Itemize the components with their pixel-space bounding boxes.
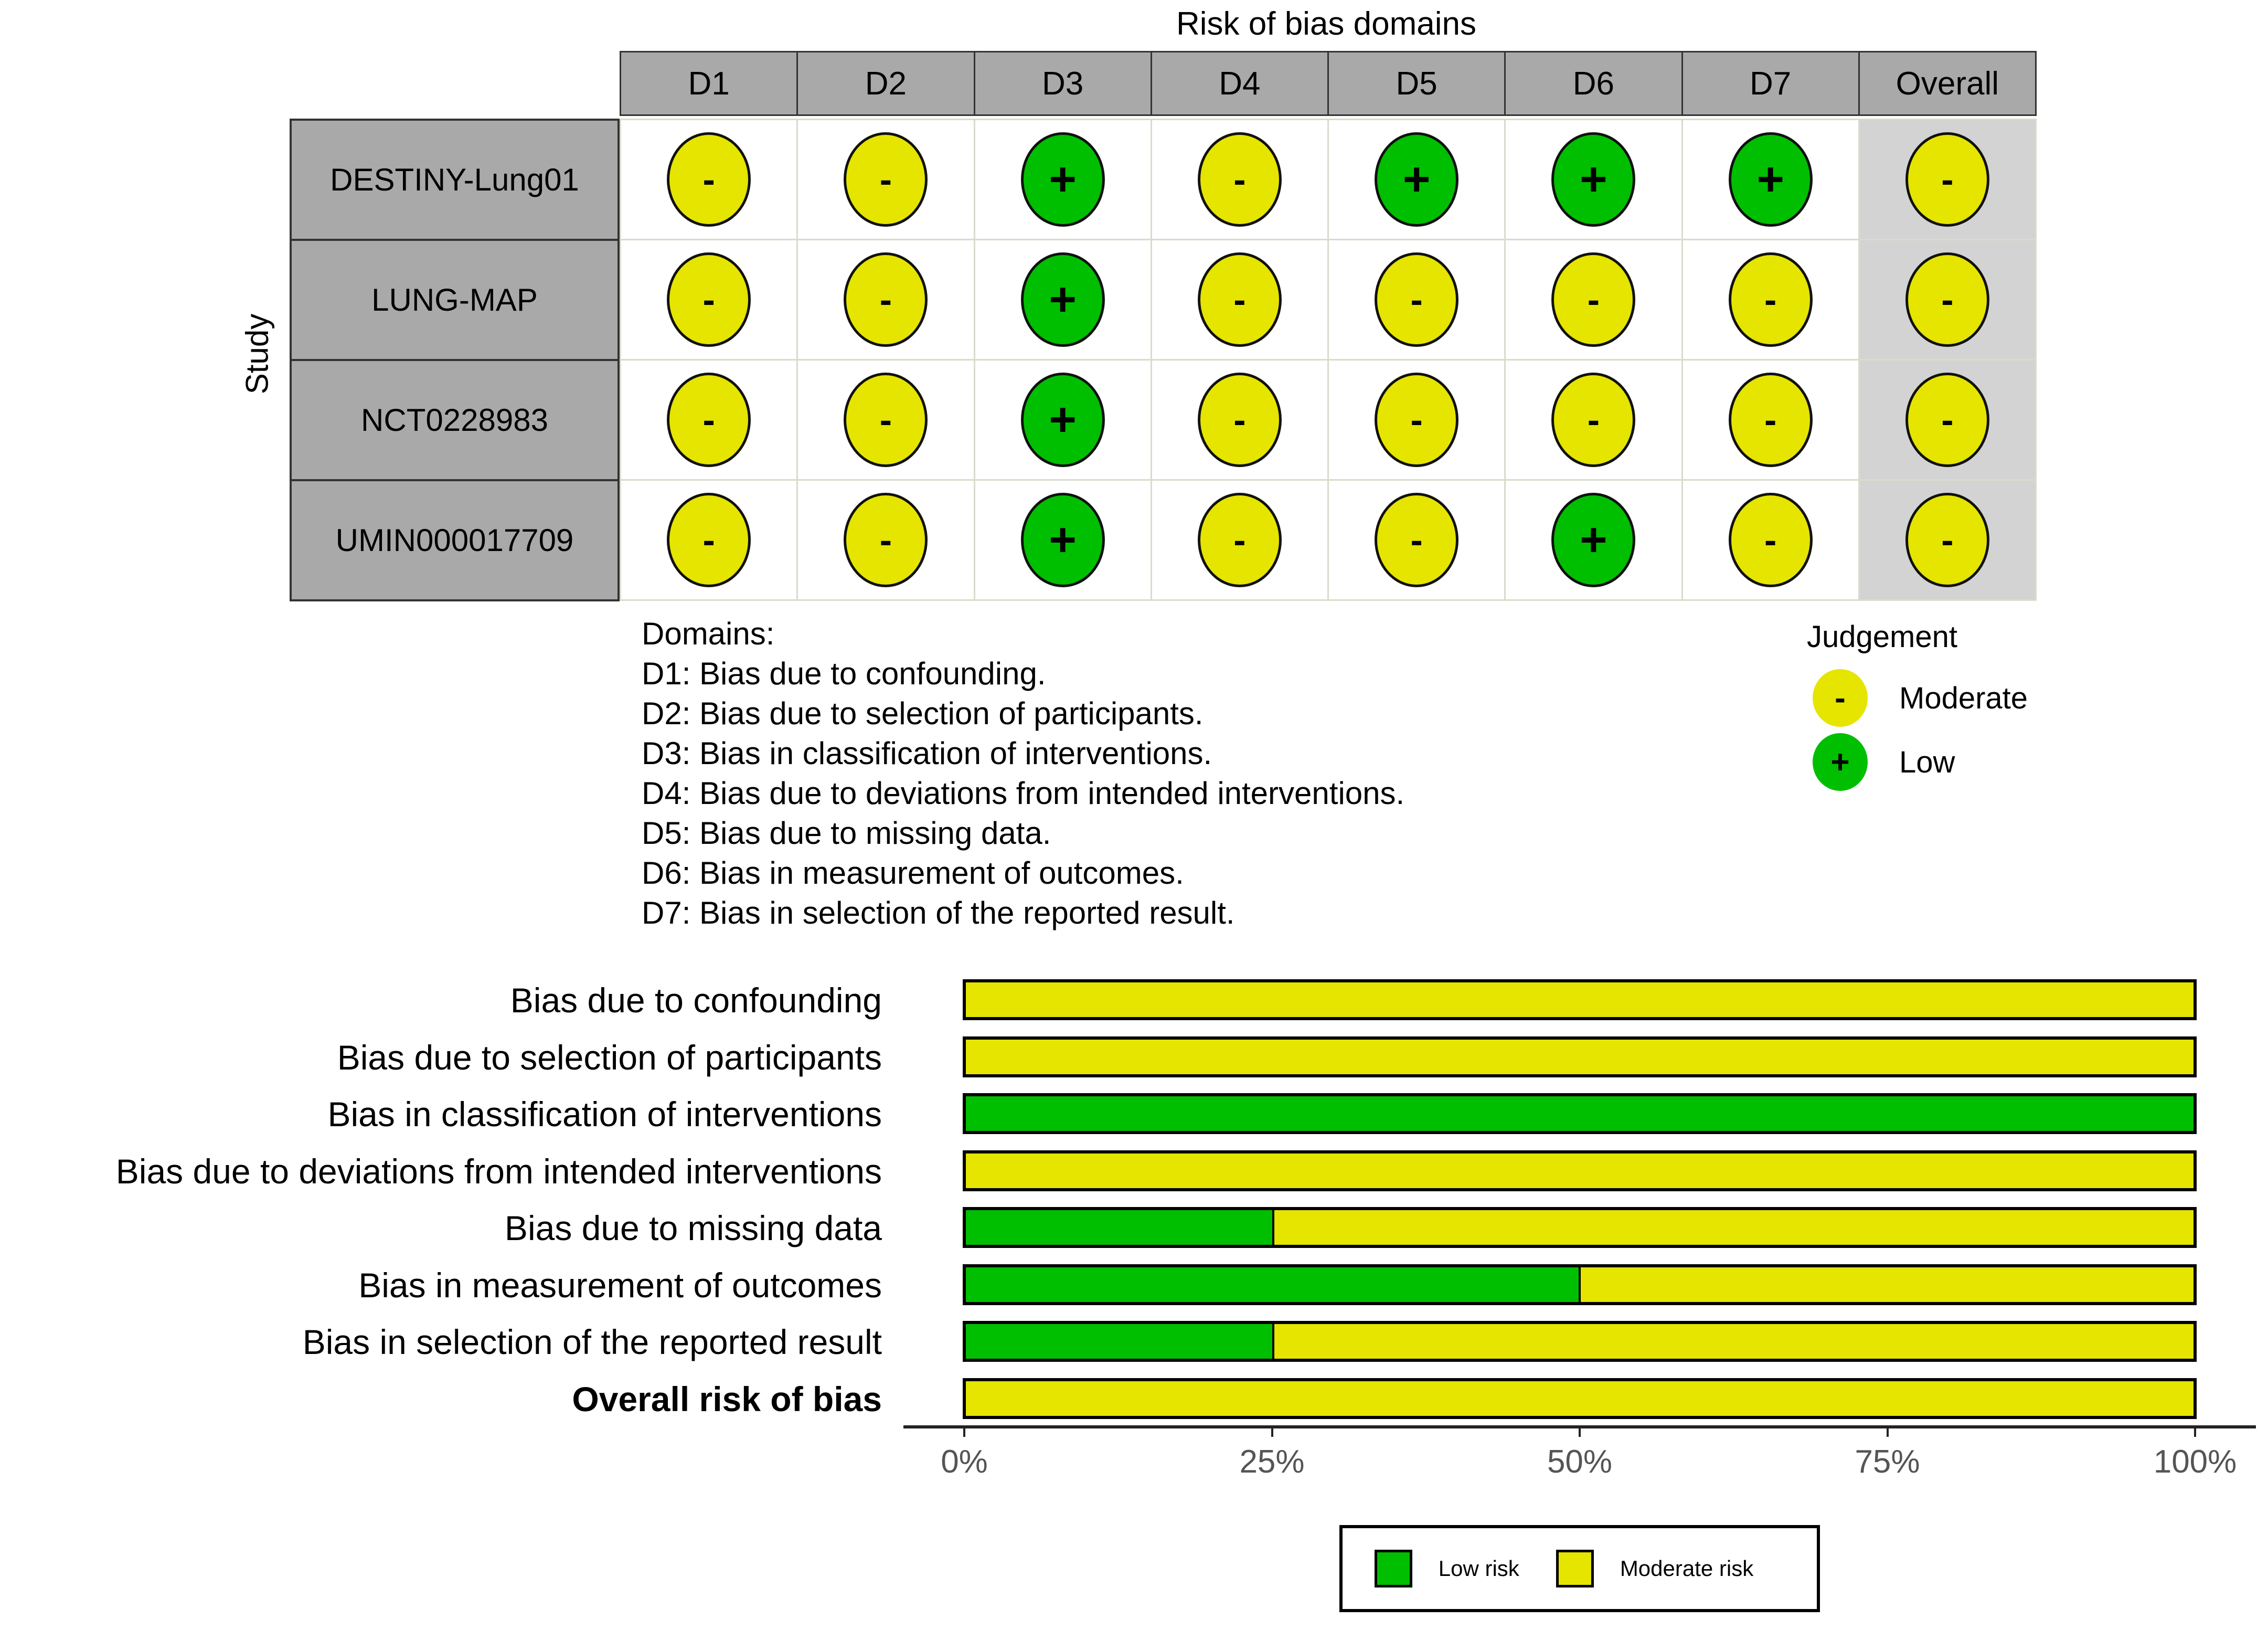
bar-segment-low	[966, 1096, 2194, 1131]
bar-segment-moderate	[1579, 1267, 2194, 1302]
stacked-bar	[963, 1150, 2197, 1191]
x-axis-tick-label: 75%	[1855, 1444, 1920, 1480]
low-risk-plus-icon: +	[1021, 373, 1105, 467]
legend-swatch-low	[1375, 1550, 1412, 1587]
bar-segment-moderate	[966, 982, 2194, 1017]
judgement-cell	[1504, 119, 1683, 240]
stacked-bar	[963, 1207, 2197, 1248]
moderate-risk-minus-icon: -	[1905, 373, 1989, 467]
moderate-risk-minus-icon: -	[1551, 252, 1635, 347]
x-axis-tick-label: 100%	[2153, 1444, 2237, 1480]
bar-category-label: Bias in classification of interventions	[327, 1095, 882, 1134]
domain-definition: D2: Bias due to selection of participants.	[642, 696, 1204, 731]
bar-segment-moderate	[966, 1381, 2194, 1416]
plus-icon: +	[1813, 733, 1868, 791]
moderate-risk-minus-icon: -	[667, 493, 751, 587]
column-header-d2: D2	[796, 51, 975, 116]
judgement-cell	[1681, 479, 1860, 601]
moderate-risk-minus-icon: -	[844, 373, 928, 467]
bar-segment-moderate	[1272, 1210, 2194, 1245]
judgement-cell	[1327, 239, 1506, 361]
bar-chart-legend	[1339, 1525, 1820, 1612]
judgement-legend-title: Judgement	[1807, 620, 1957, 654]
moderate-risk-minus-icon: -	[844, 493, 928, 587]
judgement-cell	[1858, 479, 2037, 601]
judgement-cell	[796, 119, 975, 240]
bar-category-label: Bias due to confounding	[510, 981, 882, 1020]
moderate-risk-minus-icon: -	[1375, 252, 1458, 347]
moderate-risk-minus-icon: -	[1729, 252, 1813, 347]
low-risk-plus-icon: +	[1021, 132, 1105, 227]
stacked-bar	[963, 1321, 2197, 1362]
moderate-risk-minus-icon: -	[1198, 132, 1282, 227]
moderate-risk-minus-icon: -	[1905, 252, 1989, 347]
bar-segment-low	[966, 1324, 1272, 1359]
judgement-cell	[620, 479, 798, 601]
stacked-bar	[963, 1378, 2197, 1419]
bar-segment-low	[966, 1267, 1579, 1302]
column-header-d5: D5	[1327, 51, 1506, 116]
low-risk-plus-icon: +	[1021, 252, 1105, 347]
study-label: DESTINY-Lung01	[290, 119, 620, 241]
moderate-risk-minus-icon: -	[1375, 373, 1458, 467]
x-axis-tick	[2194, 1427, 2196, 1437]
bar-segment-moderate	[1272, 1324, 2194, 1359]
column-header-overall: Overall	[1858, 51, 2037, 116]
low-risk-plus-icon: +	[1551, 132, 1635, 227]
judgement-cell	[974, 119, 1152, 240]
x-axis-tick	[1579, 1427, 1581, 1437]
domain-definition: D6: Bias in measurement of outcomes.	[642, 855, 1184, 891]
stacked-bar	[963, 1093, 2197, 1134]
legend-swatch-moderate	[1556, 1550, 1594, 1587]
judgement-legend-label: Low	[1899, 745, 1955, 779]
judgement-cell	[1151, 119, 1329, 240]
study-label: LUNG-MAP	[290, 239, 620, 361]
domains-heading: Domains:	[642, 616, 775, 651]
judgement-cell	[1327, 479, 1506, 601]
moderate-risk-minus-icon: -	[844, 252, 928, 347]
chart-title: Risk of bias domains	[1176, 6, 1477, 42]
bar-segment-moderate	[966, 1040, 2194, 1074]
judgement-cell	[796, 479, 975, 601]
judgement-cell	[1504, 479, 1683, 601]
x-axis-tick-label: 0%	[941, 1444, 988, 1480]
moderate-risk-minus-icon: -	[667, 373, 751, 467]
x-axis-tick-label: 50%	[1547, 1444, 1613, 1480]
judgement-cell	[1681, 239, 1860, 361]
judgement-cell	[1858, 239, 2037, 361]
moderate-risk-minus-icon: -	[1551, 373, 1635, 467]
moderate-risk-minus-icon: -	[1198, 373, 1282, 467]
minus-icon: -	[1813, 669, 1868, 727]
low-risk-plus-icon: +	[1375, 132, 1458, 227]
domain-definition: D5: Bias due to missing data.	[642, 816, 1051, 851]
x-axis-tick	[963, 1427, 965, 1437]
moderate-risk-minus-icon: -	[1375, 493, 1458, 587]
stacked-bar	[963, 1264, 2197, 1305]
domains-list	[642, 654, 1404, 933]
low-risk-plus-icon: +	[1729, 132, 1813, 227]
legend-label: Low risk	[1438, 1556, 1519, 1581]
bar-category-label: Overall risk of bias	[572, 1379, 882, 1419]
moderate-risk-minus-icon: -	[1905, 493, 1989, 587]
domain-definition: D1: Bias due to confounding.	[642, 656, 1046, 691]
domain-definition: D4: Bias due to deviations from intended interventions.	[642, 776, 1405, 811]
judgement-cell	[1858, 119, 2037, 240]
bar-segment-moderate	[966, 1153, 2194, 1188]
judgement-cell	[620, 359, 798, 481]
moderate-risk-minus-icon: -	[667, 132, 751, 227]
judgement-legend-label: Moderate	[1899, 681, 2028, 715]
judgement-cell	[1504, 239, 1683, 361]
judgement-cell	[796, 359, 975, 481]
x-axis-tick-label: 25%	[1239, 1444, 1305, 1480]
judgement-cell	[1681, 119, 1860, 240]
study-label: NCT0228983	[290, 359, 620, 481]
judgement-legend-item-low	[1813, 733, 1955, 791]
judgement-cell	[796, 239, 975, 361]
moderate-risk-minus-icon: -	[1198, 252, 1282, 347]
y-axis-label: Study	[239, 313, 275, 395]
domain-definition: D7: Bias in selection of the reported result.	[642, 895, 1235, 930]
bar-category-label: Bias due to missing data	[504, 1209, 882, 1247]
x-axis-tick	[1887, 1427, 1889, 1437]
judgement-cell	[1681, 359, 1860, 481]
bar-category-label: Bias due to deviations from intended interventions	[115, 1151, 882, 1191]
bar-category-label: Bias due to selection of participants	[337, 1038, 882, 1077]
column-header-d6: D6	[1504, 51, 1683, 116]
low-risk-plus-icon: +	[1551, 493, 1635, 587]
column-header-d4: D4	[1151, 51, 1329, 116]
low-risk-plus-icon: +	[1021, 493, 1105, 587]
stacked-bar	[963, 1036, 2197, 1077]
moderate-risk-minus-icon: -	[1905, 132, 1989, 227]
moderate-risk-minus-icon: -	[844, 132, 928, 227]
legend-label: Moderate risk	[1620, 1556, 1754, 1581]
bar-category-label: Bias in measurement of outcomes	[358, 1265, 882, 1305]
judgement-cell	[1151, 479, 1329, 601]
judgement-cell	[1504, 359, 1683, 481]
bar-segment-low	[966, 1210, 1272, 1245]
column-header-d7: D7	[1681, 51, 1860, 116]
column-header-d3: D3	[974, 51, 1152, 116]
judgement-cell	[1151, 239, 1329, 361]
judgement-cell	[974, 359, 1152, 481]
moderate-risk-minus-icon: -	[1729, 373, 1813, 467]
domains-legend	[642, 614, 1404, 933]
moderate-risk-minus-icon: -	[667, 252, 751, 347]
judgement-cell	[1327, 359, 1506, 481]
study-label: UMIN000017709	[290, 479, 620, 601]
moderate-risk-minus-icon: -	[1729, 493, 1813, 587]
column-header-d1: D1	[620, 51, 798, 116]
x-axis-tick	[1271, 1427, 1273, 1437]
judgement-cell	[1327, 119, 1506, 240]
stacked-bar	[963, 979, 2197, 1020]
judgement-cell	[620, 239, 798, 361]
judgement-cell	[1151, 359, 1329, 481]
domain-definition: D3: Bias in classification of interventions.	[642, 736, 1212, 771]
judgement-cell	[1858, 359, 2037, 481]
judgement-cell	[974, 479, 1152, 601]
judgement-cell	[974, 239, 1152, 361]
judgement-legend-item-moderate	[1813, 669, 2028, 727]
bar-category-label: Bias in selection of the reported result	[302, 1322, 882, 1361]
judgement-cell	[620, 119, 798, 240]
moderate-risk-minus-icon: -	[1198, 493, 1282, 587]
